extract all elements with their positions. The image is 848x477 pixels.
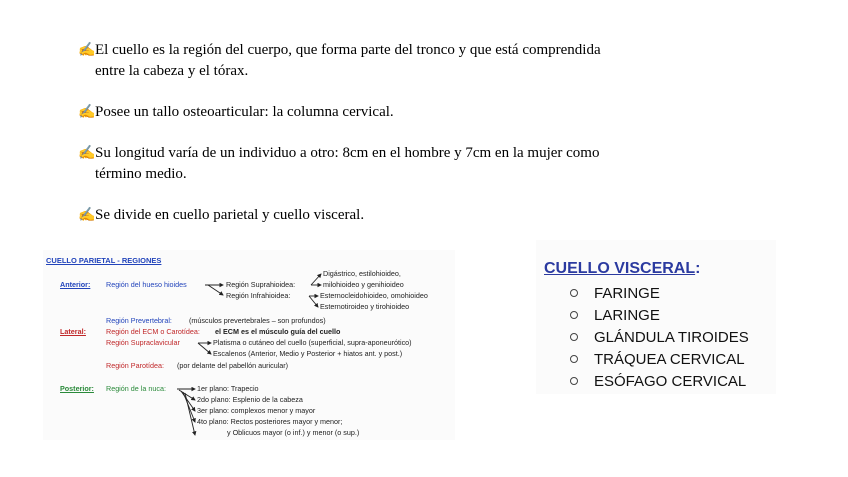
hioides-region: Región del hueso hioides [106, 280, 187, 289]
supra-muscle: milohioideo y genihioideo [323, 280, 404, 289]
visceral-item-label: GLÁNDULA TIROIDES [594, 329, 749, 346]
connector-arrows [43, 250, 455, 440]
bullet-line: Su longitud varía de un individuo a otro: 8cm en el hombre y 7cm en la mujer como [95, 145, 600, 161]
circle-bullet-icon [570, 333, 578, 341]
list-item [570, 285, 660, 302]
prevertebral-region: Región Prevertebral: [106, 316, 172, 325]
list-item [570, 307, 660, 324]
suprahioidea-label: Región Suprahioidea: [226, 280, 296, 289]
list-item [570, 329, 749, 346]
writing-hand-icon: ✍ [78, 105, 96, 120]
circle-bullet-icon [570, 311, 578, 319]
bullet-list [78, 40, 718, 246]
circle-bullet-icon [570, 289, 578, 297]
cuello-parietal-diagram [43, 250, 455, 440]
writing-hand-icon: ✍ [78, 146, 96, 161]
nuca-plane: 1er plano: Trapecio [197, 384, 259, 393]
bullet-item [78, 205, 718, 226]
visceral-item-label: LARINGE [594, 307, 660, 324]
infra-muscle: Esternocleidohioideo, omohioideo [320, 291, 428, 300]
circle-bullet-icon [570, 377, 578, 385]
infra-muscle: Esternotiroideo y tirohioideo [320, 302, 410, 311]
cuello-visceral-list [536, 240, 776, 394]
visceral-title-colon: : [695, 260, 701, 277]
ecm-note: el ECM es el músculo guía del cuello [215, 327, 341, 336]
nuca-plane: 4to plano: Rectos posteriores mayor y menor; [197, 417, 343, 426]
lateral-label: Lateral: [60, 327, 86, 336]
bullet-item [78, 102, 718, 123]
bullet-item [78, 143, 718, 185]
anterior-label: Anterior: [60, 280, 91, 289]
bullet-line: El cuello es la región del cuerpo, que forma parte del tronco y que está comprendida [95, 42, 601, 58]
bullet-line: Posee un tallo osteoarticular: la columna cervical. [95, 104, 394, 120]
supra-muscle: Digástrico, estilohioideo, [323, 269, 401, 278]
visceral-title-text: CUELLO VISCERAL [544, 260, 696, 277]
writing-hand-icon: ✍ [78, 208, 96, 223]
supraclavicular-item: Platisma o cutáneo del cuello (superficial, supra-aponeurótico) [213, 338, 412, 347]
bullet-item [78, 40, 718, 82]
circle-bullet-icon [570, 355, 578, 363]
prevertebral-text: (músculos prevertebrales – son profundos) [189, 316, 326, 325]
ecm-region: Región del ECM o Carotídea: [106, 327, 200, 336]
nuca-region: Región de la nuca: [106, 384, 166, 393]
bullet-line: Se divide en cuello parietal y cuello visceral. [95, 207, 365, 223]
writing-hand-icon: ✍ [78, 43, 96, 58]
nuca-plane: y Oblicuos mayor (o inf.) y menor (o sup.) [227, 428, 360, 437]
nuca-plane: 3er plano: complexos menor y mayor [197, 406, 316, 415]
visceral-item-label: ESÓFAGO CERVICAL [594, 373, 747, 390]
infrahioidea-label: Región Infrahioidea: [226, 291, 291, 300]
parietal-title: CUELLO PARIETAL - REGIONES [46, 256, 162, 265]
supraclavicular-region: Región Supraclavicular [106, 338, 180, 347]
supraclavicular-item: Escalenos (Anterior, Medio y Posterior + hiatos ant. y post.) [213, 349, 403, 358]
visceral-item-label: FARINGE [594, 285, 660, 302]
bullet-line: entre la cabeza y el tórax. [95, 63, 249, 79]
posterior-label: Posterior: [60, 384, 94, 393]
nuca-plane: 2do plano: Esplenio de la cabeza [197, 395, 303, 404]
visceral-item-label: TRÁQUEA CERVICAL [594, 351, 745, 368]
list-item [570, 351, 745, 368]
bullet-line: término medio. [95, 166, 187, 182]
list-item [570, 373, 746, 390]
visceral-title [544, 260, 700, 278]
parotidea-note: (por delante del pabellón auricular) [177, 361, 289, 370]
parotidea-region: Región Parotídea: [106, 361, 164, 370]
